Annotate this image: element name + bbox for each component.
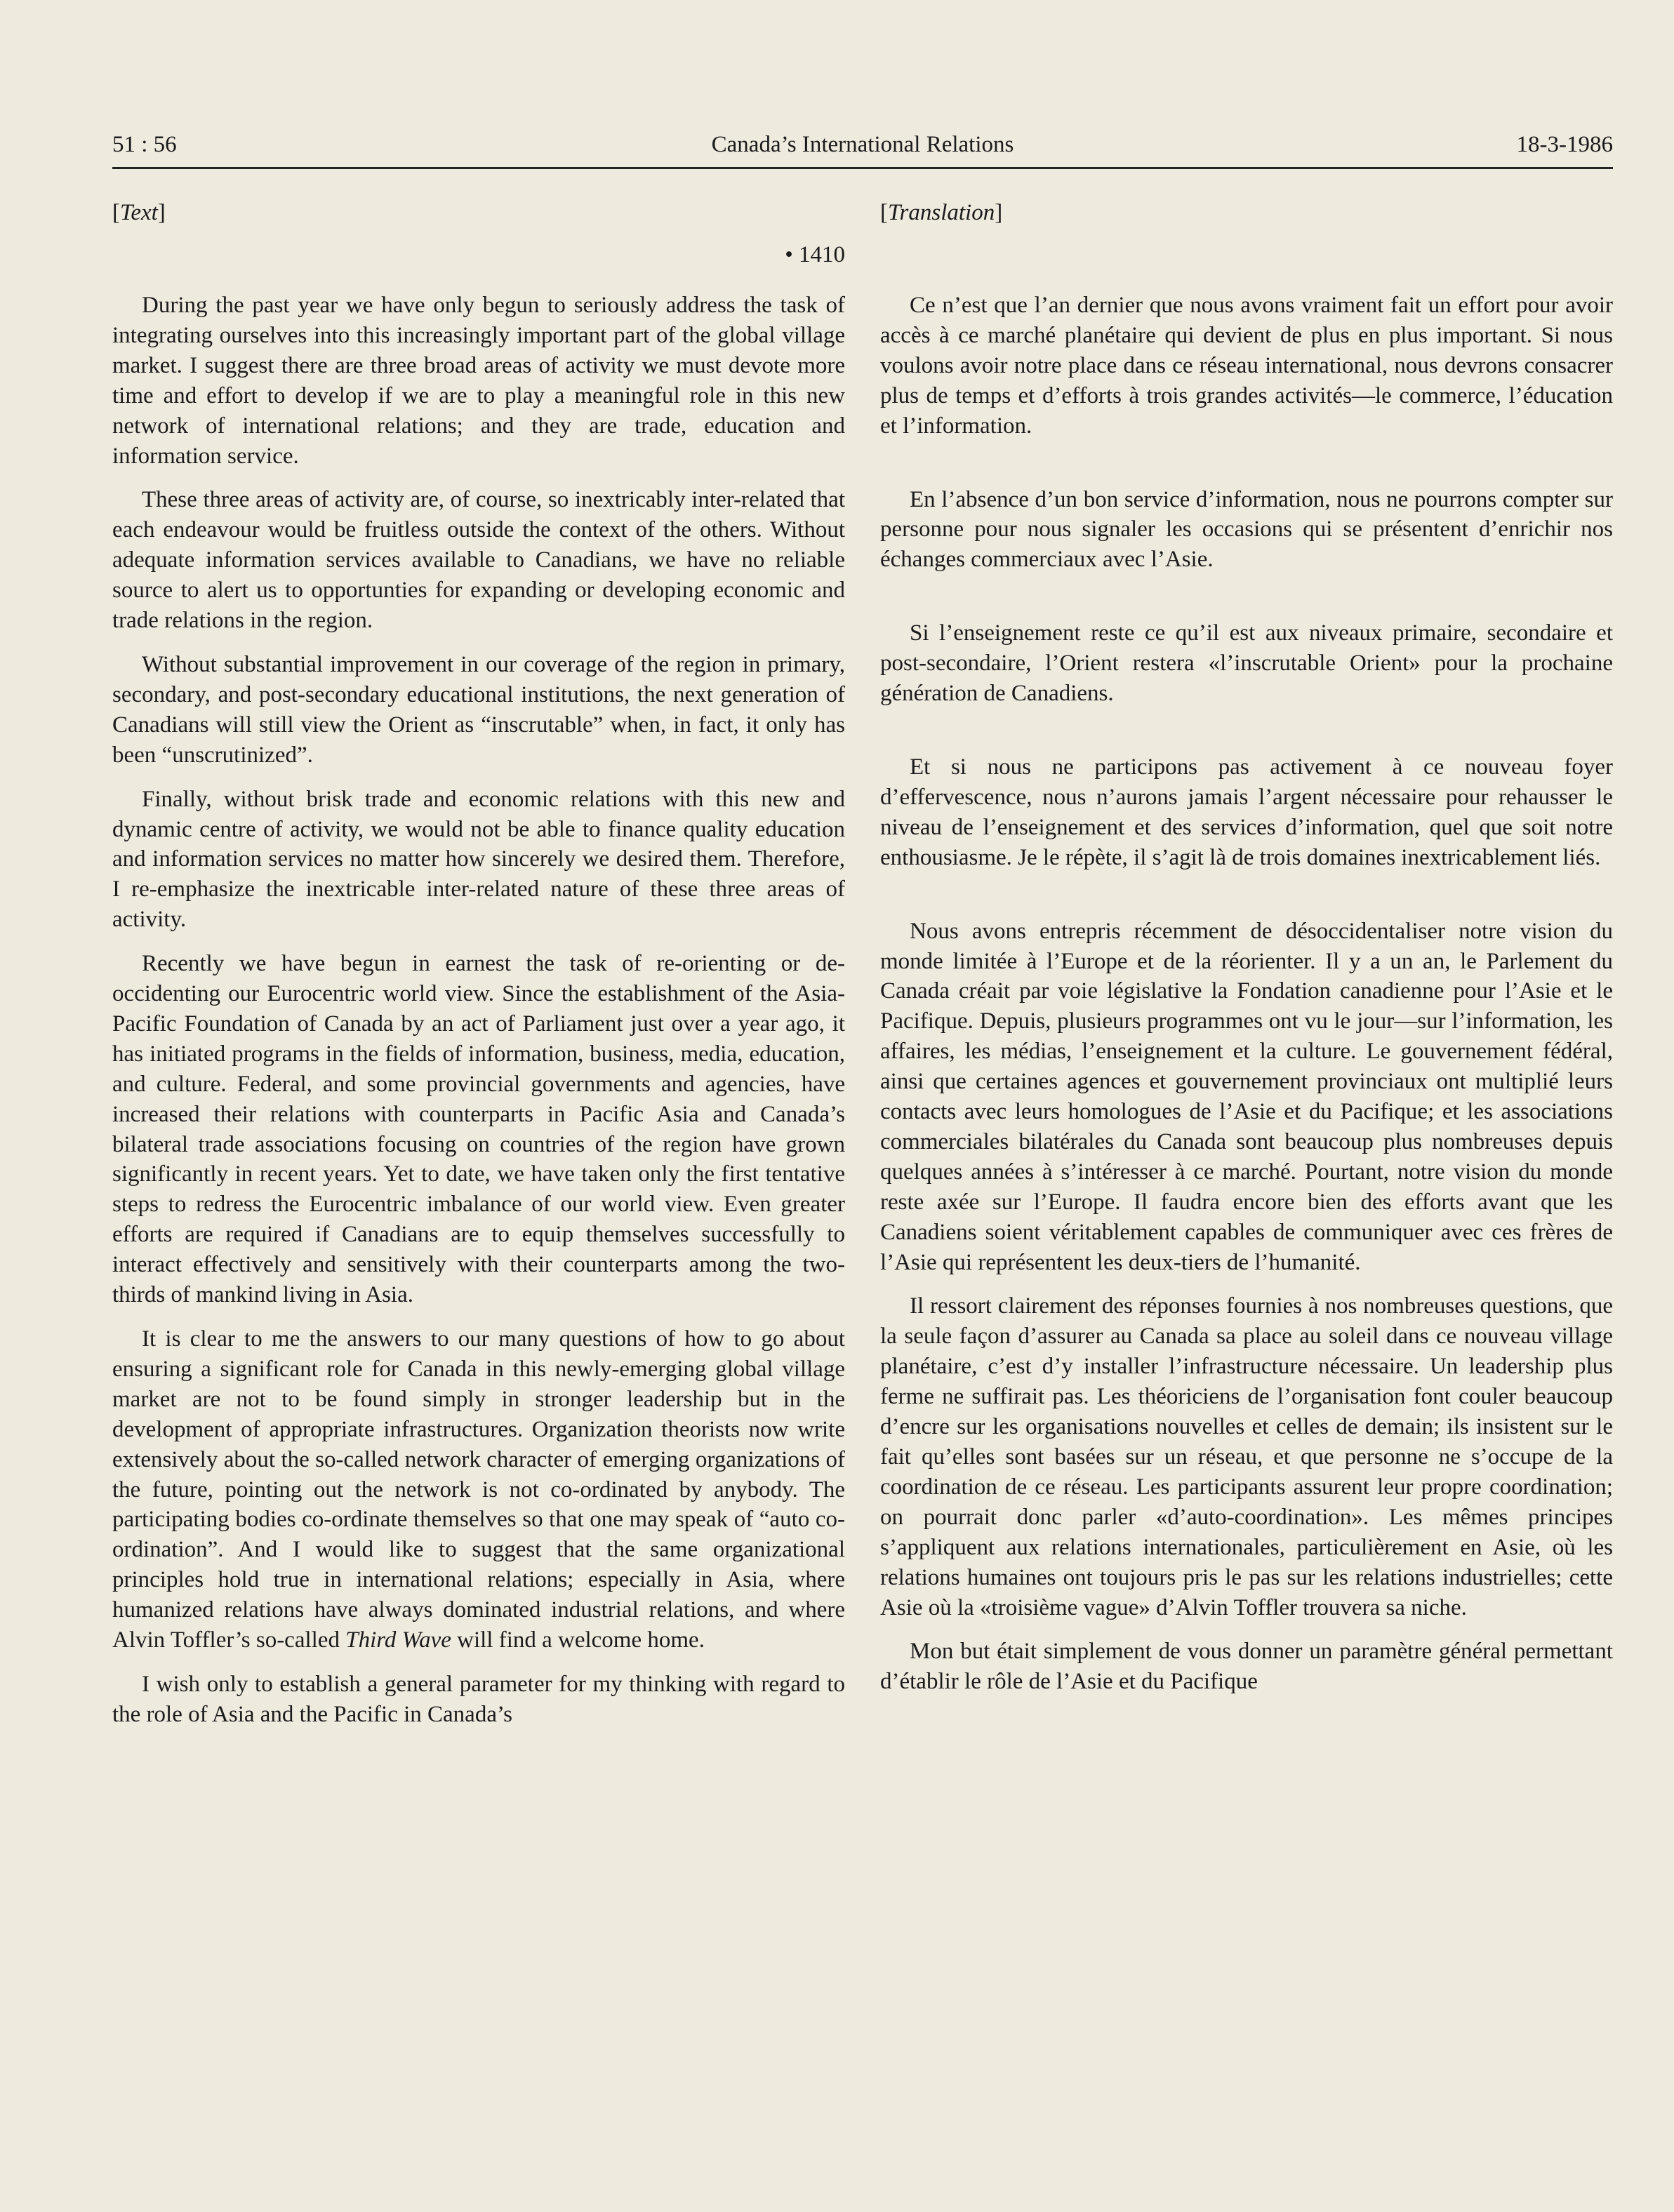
time-marker: • 1410 [785, 242, 845, 267]
publication-title: Canada’s International Relations [711, 132, 1014, 157]
column-label-text: [Text] [112, 200, 166, 225]
english-paragraph-1: During the past year we have only begun to seriously address the task of integrating ourselves into this increasingly important part of the global village market. I suggest there are three broad areas of activity we must devote more time and effort to develop if we are to play a meaningful role in this new network of international relations; and they are trade, education and information service. [112, 293, 845, 469]
english-column [112, 198, 845, 1730]
french-paragraph-5: Nous avons entrepris récemment de désoccidentaliser notre vision du monde limitée à l’Europe et de la réorienter. Il y a un an, le Parlement du Canada créait par voie législative la Fondation canadienne pour l’Asie et le Pacifique. Depuis, plusieurs programmes ont vu le jour—sur l’information, les affaires, les médias, l’enseignement et la culture. Le gouvernement fédéral, ainsi que certaines agences et gouvernement provinciaux ont multiplié leurs contacts avec leurs homologues de l’Asie et du Pacifique; et les associations commerciales bilatérales du Canada sont beaucoup plus nombreuses depuis quelques années à s’intéresser à ce marché. Pourtant, notre vision du monde reste axée sur l’Europe. Il faudra encore bien des efforts avant que les Canadiens soient véritablement capables de communiquer avec ces frères de l’Asie qui représentent les deux-tiers de l’humanité. [880, 918, 1613, 1275]
english-paragraph-4: Finally, without brisk trade and economic relations with this new and dynamic centre of activity, we would not be able to finance quality education and information services no matter how sincerely we desired them. Therefore, I re-emphasize the inextricable inter-related nature of these three areas of activity. [112, 786, 845, 933]
english-paragraph-2: These three areas of activity are, of course, so inextricably inter-related that each endeavour would be fruitless outside the context of the others. Without adequate information services available to Canadians, we have no reliable source to alert us to opportunties for expanding or developing economic and trade relations in the region. [112, 487, 845, 634]
french-paragraph-4: Et si nous ne participons pas activement à ce nouveau foyer d’effervescence, nous n’aurons jamais l’argent nécessaire pour rehausser le niveau de l’enseignement et des services d’information, quel que soit notre enthousiasme. Je le répète, il s’agit là de trois domaines inextricablement liés. [880, 754, 1613, 870]
running-header [112, 126, 1613, 163]
english-paragraph-3: Without substantial improvement in our coverage of the region in primary, secondary, and post-secondary educational institutions, the next generation of Canadians will still view the Orient as “inscrutable” when, in fact, it only has been “unscrutinized”. [112, 651, 845, 768]
french-paragraph-1: Ce n’est que l’an dernier que nous avons vraiment fait un effort pour avoir accès à ce marché planétaire qui devient de plus en plus important. Si nous voulons avoir notre place dans ce réseau international, nous devrons consacrer plus de temps et d’efforts à trois grandes activités—le commerce, l’éducation et l’information. [880, 293, 1613, 439]
header-rule [112, 167, 1613, 169]
page-number: 51 : 56 [112, 132, 177, 157]
english-paragraph-7: I wish only to establish a general parameter for my thinking with regard to the role of Asia and the Pacific in Canada’s [112, 1671, 845, 1727]
english-paragraph-6: It is clear to me the answers to our many questions of how to go about ensuring a significant role for Canada in this newly-emerging global village market are not to be found simply in stronger leadership but in the development of appropriate infrastructures. Organization theorists now write extensively about the so-called network character of emerging organizations of the future, pointing out the network is not co-ordinated by anybody. The participating bodies co-ordinate themselves so that one may speak of “auto co-ordination”. And I would like to suggest that the same organizational principles hold true in international relations; especially in Asia, where humanized relations have always dominated industrial relations, and where Alvin Toffler’s so-called Third Wave will find a welcome home. [112, 1326, 845, 1653]
french-paragraph-2: En l’absence d’un bon service d’information, nous ne pourrons compter sur personne pour nous signaler les occasions qui se présentent d’enrichir nos échanges commerciaux avec l’Asie. [880, 486, 1613, 573]
column-label-translation: [Translation] [880, 200, 1003, 225]
french-paragraph-3: Si l’enseignement reste ce qu’il est aux niveaux primaire, secondaire et post-secondaire, l’Orient restera «l’inscrutable Orient» pour la prochaine génération de Canadiens. [880, 620, 1613, 707]
italic-book-title: Third Wave [345, 1627, 451, 1653]
french-column [880, 198, 1613, 1697]
header-date: 18-3-1986 [1516, 132, 1613, 157]
french-paragraph-7: Mon but était simplement de vous donner un paramètre général permettant d’établir le rôle de l’Asie et du Pacifique [880, 1639, 1613, 1695]
english-paragraph-5: Recently we have begun in earnest the task of re-orienting or de-occidenting our Eurocentric world view. Since the establishment of the Asia-Pacific Foundation of Canada by an act of Parliament just over a year ago, it has initiated programs in the fields of information, business, media, education, and culture. Federal, and some provincial governments and agencies, have increased their relations with counterparts in Pacific Asia and Canada’s bilateral trade associations focusing on countries of the region have grown significantly in recent years. Yet to date, we have taken only the first tentative steps to redress the Eurocentric imbalance of our world view. Even greater efforts are required if Canadians are to equip themselves successfully to interact effectively and sensitively with their counterparts among the two-thirds of mankind living in Asia. [112, 951, 845, 1308]
french-paragraph-6: Il ressort clairement des réponses fournies à nos nombreuses questions, que la seule façon d’assurer au Canada sa place au soleil dans ce nouveau village planétaire, c’est d’y installer l’infrastructure nécessaire. Un leadership plus ferme ne suffirait pas. Les théoriciens de l’organisation font couler beaucoup d’encre sur les organisations nouvelles et celles de demain; ils insistent sur le fait qu’elles sont basées sur un réseau, et que personne ne s’occupe de la coordination de ce réseau. Les participants assurent leur propre coordination; on pourrait donc parler «d’auto-coordination». Les mêmes principes s’appliquent aux relations internationales, particulièrement en Asie, où les relations humaines ont toujours pris le pas sur les relations industrielles; cette Asie où la «troisième vague» d’Alvin Toffler trouvera sa niche. [880, 1293, 1613, 1620]
